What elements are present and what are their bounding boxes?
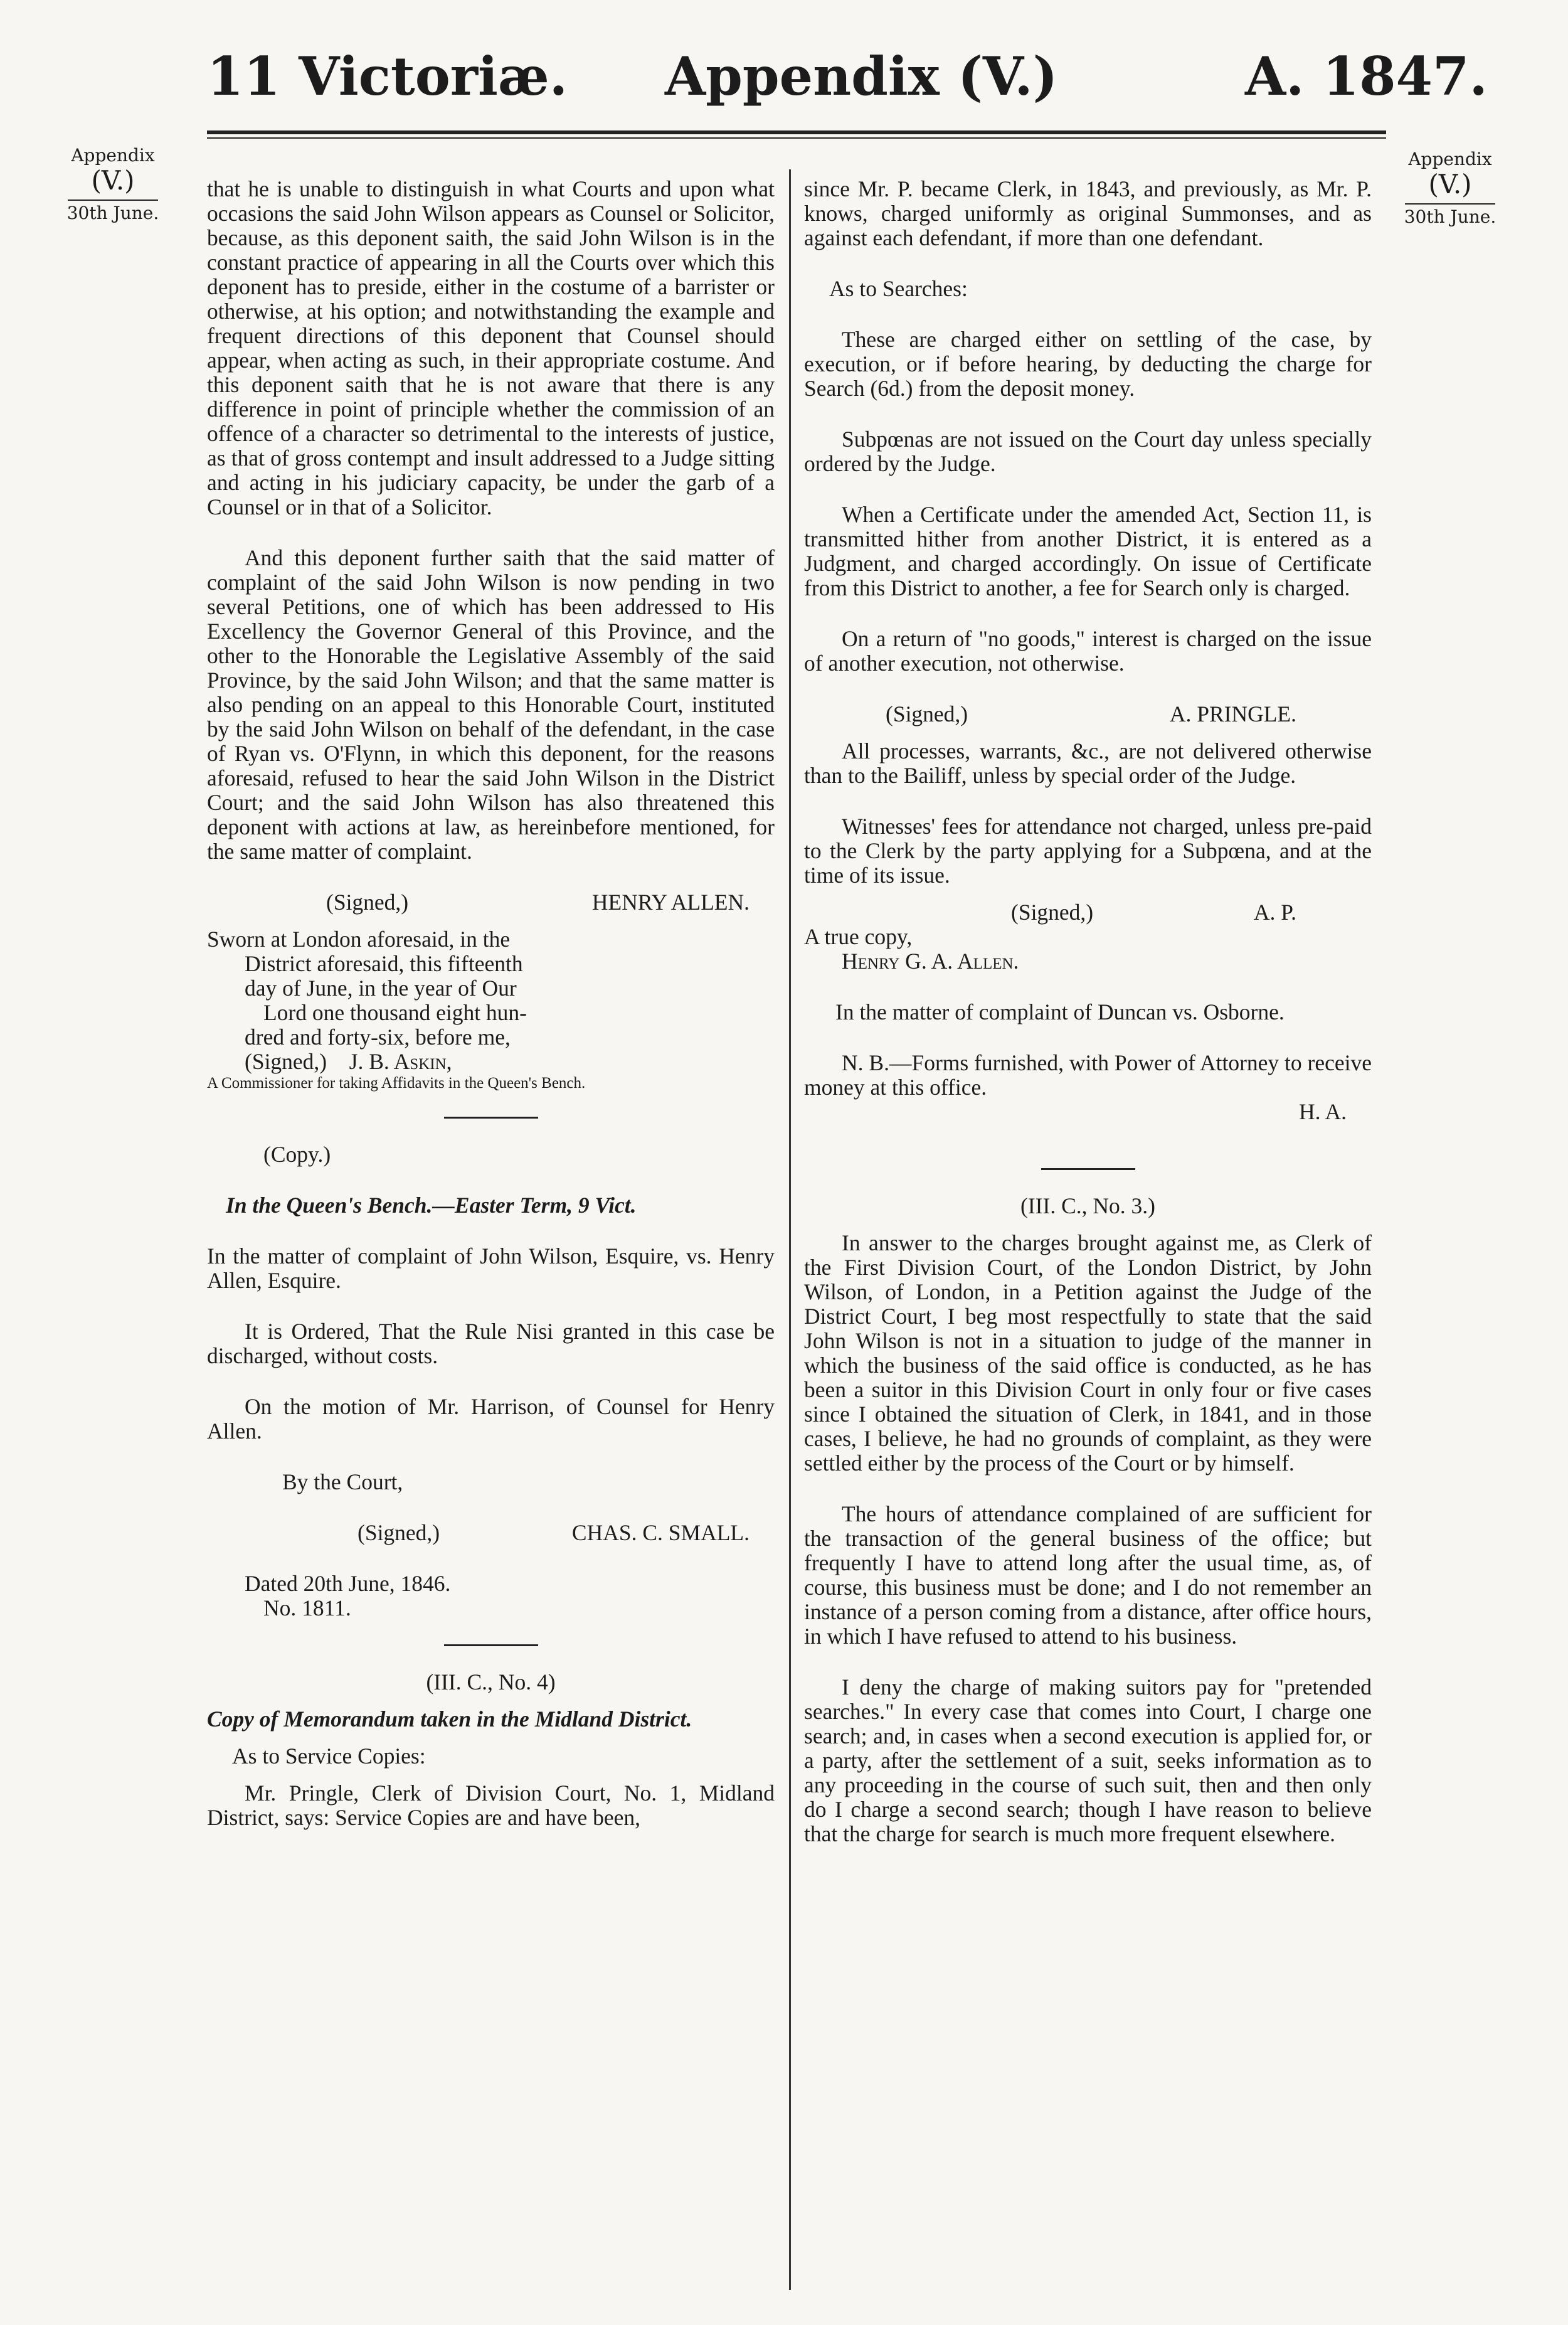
court-line: In the Queen's Bench.—Easter Term, 9 Vict. — [226, 1193, 637, 1218]
by-court: By the Court, — [282, 1469, 403, 1494]
initials: H. A. — [1299, 1099, 1347, 1124]
matter-paragraph: In the matter of complaint of John Wilson, Esquire, vs. Henry Allen, Esquire. — [207, 1243, 775, 1293]
number-line: No. 1811. — [263, 1595, 351, 1620]
searches-heading: As to Searches: — [829, 276, 968, 301]
memo-paragraph: All processes, warrants, &c., are not delivered otherwise than to the Bailiff, unless by special order of the Judge. — [804, 738, 1372, 788]
true-copy-name: Henry G. A. Allen. — [842, 949, 1019, 974]
order-paragraph: It is Ordered, That the Rule Nisi granted in this case be discharged, without costs. — [207, 1319, 775, 1368]
commissioner-name: J. B. Askin, — [349, 1049, 452, 1074]
section-divider — [444, 1644, 538, 1646]
signed-label: (Signed,) — [1011, 900, 1094, 925]
margin-brace — [1405, 203, 1495, 205]
header-rule-thin — [207, 137, 1386, 139]
memo-paragraph: Witnesses' fees for attendance not charged, unless pre-paid to the Clerk by the party applying for a Subpœna, and at the time of its issue. — [804, 814, 1372, 888]
section-heading: (III. C., No. 4) — [426, 1669, 556, 1695]
nb-paragraph: N. B.—Forms furnished, with Power of Attorney to receive money at this office. — [804, 1050, 1372, 1100]
copy-label: (Copy.) — [263, 1142, 331, 1167]
section-divider — [1041, 1168, 1135, 1170]
margin-note-right — [1400, 149, 1500, 228]
jurat-line: District aforesaid, this fifteenth — [245, 951, 523, 976]
answer-paragraph: The hours of attendance complained of are sufficient for the transaction of the general business of the office; but frequently I have to attend long after the usual time, as, of course, this business must be done; and I do not remember an instance of a person coming from a distance, after office hours, in which I have refused to attend to his business. — [804, 1501, 1372, 1649]
header-appendix: Appendix (V.) — [665, 45, 1058, 107]
margin-appendix: Appendix — [1408, 149, 1492, 169]
memo-paragraph: since Mr. P. became Clerk, in 1843, and previously, as Mr. P. knows, charged uniformly as original Summonses, and as against each defendant, if more than one defendant. — [804, 176, 1372, 250]
signatory-name: A. PRINGLE. — [1169, 701, 1296, 726]
service-heading: As to Service Copies: — [232, 1743, 426, 1769]
signatory-name: HENRY ALLEN. — [591, 890, 750, 915]
affidavit-paragraph: that he is unable to distinguish in what Courts and upon what occasions the said John Wilson appears as Counsel or Solicitor, because, as this deponent saith, the said John Wilson is in the constant practice of appearing in all the Courts over which this deponent has to preside, either in the costume of a barrister or otherwise, at his option; and notwithstanding the example and frequent directions of this deponent that Counsel should appear, when acting as such, in their appropriate costume. And this deponent saith that he is not aware that there is any difference in point of principle whether the commission of an offence of a character so detrimental to the interests of justice, as that of gross contempt and insult addressed to a Judge sitting and acting in his judiciary capacity, be under the garb of a Counsel or in that of a Solicitor. — [207, 176, 775, 519]
memo-paragraph: Subpœnas are not issued on the Court day unless specially ordered by the Judge. — [804, 427, 1372, 476]
affidavit-paragraph: And this deponent further saith that the said matter of complaint of the said John Wilson is now pending in two several Petitions, one of which has been addressed to His Excellency the Governor General of this Province, and the other to the Honorable the Legislative Assembly of the said Province, by the said John Wilson; and that the same matter is also pending on an appeal to this Honorable Court, instituted by the said John Wilson on behalf of the defendant, in the case of Ryan vs. O'Flynn, in which this deponent, for the reasons aforesaid, refused to hear the said John Wilson in the District Court; and the said John Wilson has also threatened this deponent with actions at law, as hereinbefore mentioned, for the same matter of complaint. — [207, 545, 775, 864]
header-rule-thick — [207, 130, 1386, 134]
section-heading: (III. C., No. 3.) — [1020, 1193, 1155, 1218]
answer-paragraph: In answer to the charges brought against me, as Clerk of the First Division Court, of the London District, by John Wilson, of London, in a Petition against the Judge of the District Court, I beg most respectfully to state that the said John Wilson is not in a situation to judge of the manner in which the business of the said office is conducted, as he has been a suitor in this Division Court in only four or five cases since I obtained the situation of Clerk, in 1841, and in those cases, I believe, he had no grounds of complaint, as they were settled either by the process of the Court or by himself. — [804, 1230, 1372, 1476]
jurat-line: day of June, in the year of Our — [245, 976, 517, 1001]
header-session: 11 Victoriæ. — [207, 45, 568, 107]
header-year: A. 1847. — [1245, 45, 1488, 107]
signed-label: (Signed,) — [326, 890, 409, 915]
true-copy: A true copy, — [804, 924, 913, 949]
signature-line — [804, 702, 1372, 726]
memo-paragraph: On a return of "no goods," interest is charged on the issue of another execution, not otherwise. — [804, 626, 1372, 676]
jurat — [207, 927, 775, 1050]
margin-brace — [68, 200, 158, 201]
jurat-line: Sworn at London aforesaid, in the — [207, 927, 511, 952]
signed-label: (Signed,) — [358, 1520, 440, 1545]
margin-note-left — [63, 146, 163, 224]
signed-label: (Signed,) — [245, 1049, 327, 1074]
signed-label: (Signed,) — [886, 701, 968, 726]
matter-line: In the matter of complaint of Duncan vs. Osborne. — [835, 999, 1285, 1024]
margin-letter: (V.) — [91, 165, 135, 196]
signature-line — [207, 1521, 775, 1545]
signature-line — [207, 890, 775, 915]
commissioner-signature — [207, 1050, 775, 1074]
answer-paragraph: I deny the charge of making suitors pay for "pretended searches." In every case that comes into Court, I charge one search; and, in cases when a second execution is applied for, or a party, after the settlement of a suit, seeks information as to any proceeding in the course of such suit, then and then only do I charge a second search; though I have reason to believe that the charge for search is much more frequent elsewhere. — [804, 1674, 1372, 1846]
jurat-line: Lord one thousand eight hun- — [263, 1000, 527, 1025]
dated-line: Dated 20th June, 1846. — [245, 1571, 451, 1596]
margin-date: 30th June. — [66, 203, 159, 224]
service-paragraph: Mr. Pringle, Clerk of Division Court, No. 1, Midland District, says: Service Copies are and have been, — [207, 1780, 775, 1830]
jurat-line: dred and forty-six, before me, — [245, 1024, 511, 1050]
section-divider — [444, 1117, 538, 1119]
column-divider — [789, 169, 791, 2290]
commissioner-title: A Commissioner for taking Affidavits in the Queen's Bench. — [207, 1075, 586, 1092]
motion-paragraph: On the motion of Mr. Harrison, of Counsel for Henry Allen. — [207, 1394, 775, 1444]
left-column — [207, 177, 775, 1830]
memo-title: Copy of Memorandum taken in the Midland District. — [207, 1706, 692, 1732]
memo-paragraph: These are charged either on settling of the case, by execution, or if before hearing, by deducting the charge for Search (6d.) from the deposit money. — [804, 327, 1372, 401]
margin-letter: (V.) — [1428, 169, 1472, 200]
signatory-name: A. P. — [1253, 900, 1296, 925]
signature-line — [804, 900, 1372, 925]
margin-date: 30th June. — [1404, 206, 1496, 228]
signatory-name: CHAS. C. SMALL. — [571, 1520, 750, 1545]
memo-paragraph: When a Certificate under the amended Act, Section 11, is transmitted hither from another District, it is entered as a Judgment, and charged accordingly. On issue of Certificate from this District to another, a fee for Search only is charged. — [804, 502, 1372, 600]
right-column — [804, 177, 1372, 1846]
margin-appendix: Appendix — [71, 145, 155, 166]
